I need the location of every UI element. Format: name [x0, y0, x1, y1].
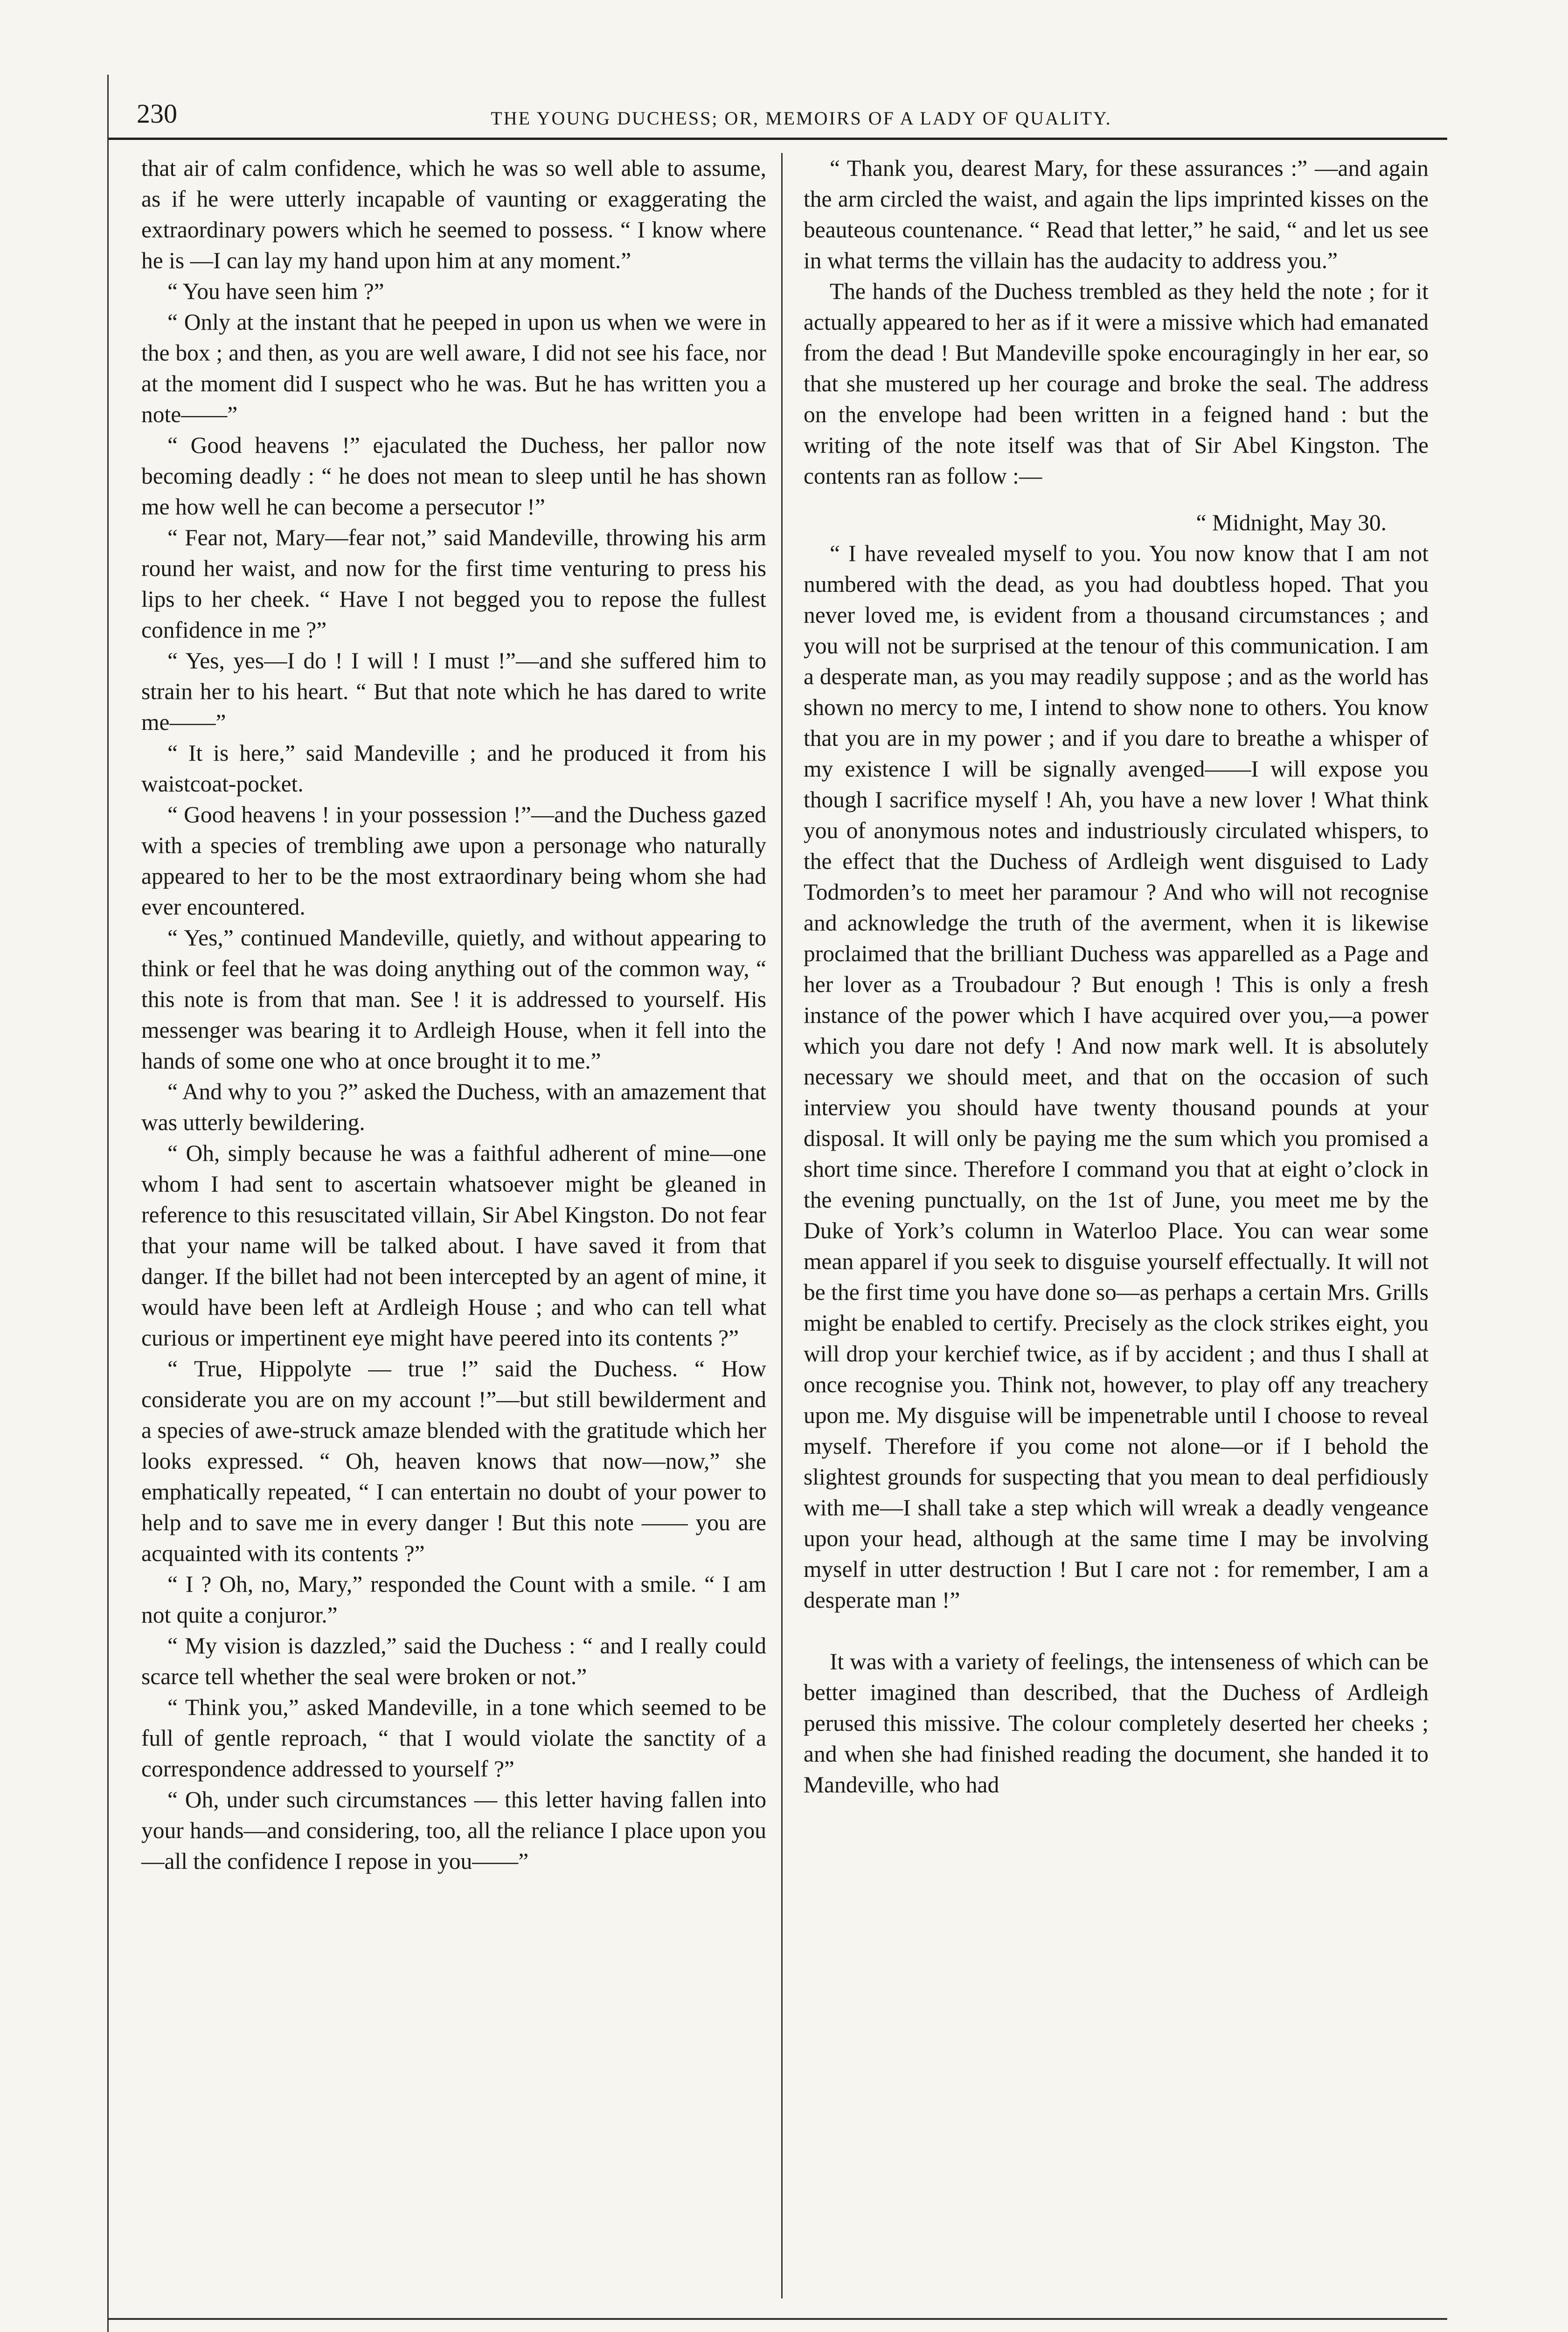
paragraph: The hands of the Duchess trembled as they held the note ; for it actually appeared to her as if it were a missive which had emanated from the dead ! But Mandeville spoke encouragingly in her ear, so that she mustered up her courage and broke the seal. The address on the envelope had been written in a feigned hand : but the writing of the note itself was that of Sir Abel Kingston. The contents ran as follow :— [804, 278, 1429, 489]
paragraph: that air of calm confidence, which he was so well able to assume, as if he were utterly incapable of vaunting or exaggerating the extraordinary powers which he seemed to possess. “ I know where he is —I can lay my hand upon him at any moment.” [141, 155, 766, 273]
left-column [141, 153, 766, 1877]
paragraph: “ Yes, yes—I do ! I will ! I must !”—and she suffered him to strain her to his heart. “ But that note which he has dared to write me——” [141, 648, 766, 735]
right-column [804, 153, 1429, 1800]
paragraph: “ Only at the instant that he peeped in upon us when we were in the box ; and then, as you are well aware, I did not see his face, nor at the moment did I suspect who he was. But he has written you a note——” [141, 309, 766, 427]
paragraph: “ Fear not, Mary—fear not,” said Mandeville, throwing his arm round her waist, and now for the first time venturing to press his lips to her cheek. “ Have I not begged you to repose the fullest confidence in me ?” [141, 525, 766, 643]
paragraph: “ Think you,” asked Mandeville, in a tone which seemed to be full of gentle reproach, “ that I would violate the sanctity of a correspondence addressed to yourself ?” [141, 1694, 766, 1782]
letter-body: “ I have revealed myself to you. You now know that I am not numbered with the dead, as you had doubtless hoped. That you never loved me, is evident from a thousand circumstances ; and you will not be surprised at the tenour of this communication. I am a desperate man, as you may readily suppose ; and as the world has shown no mercy to me, I intend to show none to others. You know that you are in my power ; and if you dare to breathe a whisper of my existence I will be signally avenged——I will expose you though I sacrifice myself ! Ah, you have a new lover ! What think you of anonymous notes and industriously circulated whispers, to the effect that the Duchess of Ardleigh went disguised to Lady Todmorden’s to meet her paramour ? And who will not recognise and acknowledge the truth of the averment, when it is likewise proclaimed that the brilliant Duchess was apparelled as a Page and her lover as a Troubadour ? But enough ! This is only a fresh instance of the power which I have acquired over you,—a power which you dare not defy ! And now mark well. It is absolutely necessary we should meet, and that on the occasion of such interview you should have twenty thousand pounds at your disposal. It will only be paying me the sum which you promised a short time since. Therefore I command you that at eight o’clock in the evening punctually, on the 1st of June, you meet me by the Duke of York’s column in Waterloo Place. You can wear some mean apparel if you seek to disguise yourself effectually. It will not be the first time you have done so—as perhaps a certain Mrs. Grills might be enabled to certify. Precisely as the clock strikes eight, you will drop your kerchief twice, as if by accident ; and thus I shall at once recognise you. Think not, however, to play off any treachery upon me. My disguise will be impenetrable until I choose to reveal myself. Therefore if you come not alone—or if I behold the slightest grounds for suspecting that you mean to deal perfidiously with me—I shall take a step which will wreak a deadly vengeance upon your head, although at the same time I may be involving myself in utter destruction ! But I care not : for remember, I am a desperate man !” [804, 541, 1429, 1613]
paragraph: “ Oh, under such circumstances — this letter having fallen into your hands—and considering, too, all the reliance I place upon you—all the confidence I repose in you——” [141, 1787, 766, 1874]
bottom-rule [109, 2318, 1447, 2320]
paragraph: “ Good heavens ! in your possession !”—and the Duchess gazed with a species of trembling awe upon a personage who naturally appeared to her to be the most extraordinary being whom she had ever encountered. [141, 802, 766, 920]
paragraph: “ Oh, simply because he was a faithful adherent of mine—one whom I had sent to ascertain whatsoever might be gleaned in reference to this resuscitated villain, Sir Abel Kingston. Do not fear that your name will be talked about. I have saved it from that danger. If the billet had not been intercepted by an agent of mine, it would have been left at Ardleigh House ; and who can tell what curious or impertinent eye might have peered into its contents ?” [141, 1140, 766, 1351]
printed-page [107, 75, 1447, 2332]
paragraph: “ My vision is dazzled,” said the Duchess : “ and I really could scarce tell whether the seal were broken or not.” [141, 1633, 766, 1689]
paragraph: “ It is here,” said Mandeville ; and he produced it from his waistcoat-pocket. [141, 740, 766, 797]
paragraph: “ And why to you ?” asked the Duchess, with an amazement that was utterly bewildering. [141, 1079, 766, 1135]
paragraph: “ Thank you, dearest Mary, for these assurances :” —and again the arm circled the waist, and again the lips imprinted kisses on the beauteous countenance. “ Read that letter,” he said, “ and let us see in what terms the villain has the audacity to address you.” [804, 155, 1429, 273]
paragraph: “ True, Hippolyte — true !” said the Duchess. “ How considerate you are on my account !”—but still bewilderment and a species of awe-struck amaze blended with the gratitude which her looks expressed. “ Oh, heaven knows that now—now,” she emphatically repeated, “ I can entertain no doubt of your power to help and to save me in every danger ! But this note —— you are acquainted with its contents ?” [141, 1356, 766, 1566]
paragraph: “ I ? Oh, no, Mary,” responded the Count with a smile. “ I am not quite a conjuror.” [141, 1571, 766, 1628]
page-header [109, 75, 1447, 140]
letter-dateline: “ Midnight, May 30. [1196, 510, 1387, 535]
closing-paragraph: It was with a variety of feelings, the intenseness of which can be better imagined than described, that the Duchess of Ardleigh perused this missive. The colour completely deserted her cheeks ; and when she had finished reading the document, she handed it to Mandeville, who had [804, 1649, 1429, 1798]
paragraph: “ Yes,” continued Mandeville, quietly, and without appearing to think or feel that he was doing anything out of the common way, “ this note is from that man. See ! it is addressed to yourself. His messenger was bearing it to Ardleigh House, when it fell into the hands of some one who at once brought it to me.” [141, 925, 766, 1074]
paragraph: “ You have seen him ?” [167, 278, 384, 304]
running-head: THE YOUNG DUCHESS; OR, MEMOIRS OF A LADY OF QUALITY. [491, 108, 1112, 129]
page-number: 230 [137, 98, 177, 129]
paragraph: “ Good heavens !” ejaculated the Duchess, her pallor now becoming deadly : “ he does not mean to sleep until he has shown me how well he can become a persecutor !” [141, 432, 766, 520]
column-divider [781, 153, 783, 2298]
